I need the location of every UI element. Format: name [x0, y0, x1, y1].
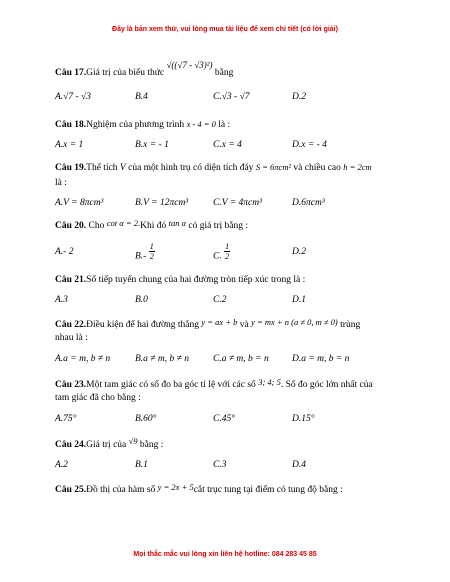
function-expression: y = 2x + 5 — [157, 482, 194, 492]
option-a: A.V = 8πcm³ — [55, 198, 104, 208]
option-d: D.15° — [292, 414, 315, 424]
option-a: A.√7 - √3 — [55, 92, 92, 102]
answer-options-20 — [55, 244, 395, 268]
question-24: Câu 24.Giá trị của √9 bằng : — [55, 436, 164, 450]
question-25: Câu 25.Đồ thị của hàm số y = 2x + 5cắt trục tung tại điểm có tung độ bằng : — [55, 482, 343, 495]
question-label: Câu 18. — [55, 120, 87, 130]
option-d: D.a = m, b = n — [292, 354, 350, 364]
option-c: C.√3 - √7 — [213, 92, 250, 102]
answer-options-18 — [55, 140, 395, 154]
fraction: $\frac{1}{2}$ — [149, 242, 154, 261]
option-d: D.2 — [292, 247, 306, 257]
option-d: D.6πcm³ — [292, 198, 325, 208]
question-21: Câu 21.Số tiếp tuyến chung của hai đường tròn tiếp xúc trong là : — [55, 275, 306, 285]
question-22-line2: nhau là : — [55, 333, 88, 343]
answer-options-23 — [55, 414, 395, 428]
question-label: Câu 25. — [55, 485, 87, 495]
question-label: Câu 24. — [55, 440, 87, 450]
question-19-line2: là : — [55, 178, 67, 188]
option-b: B.0 — [135, 295, 148, 305]
option-d: D.2 — [292, 92, 306, 102]
option-a: A.75° — [55, 414, 77, 424]
base-area-expression: S = 6πcm² — [255, 162, 292, 172]
question-18: Câu 18.Nghiệm của phương trình x - 4 = 0 là : — [55, 119, 231, 130]
footer-notice: Mọi thắc mắc vui lòng xin liên hệ hotline: 084 283 45 85 — [133, 551, 317, 558]
question-19: Câu 19.Thể tích V của một hình trụ có diện tích đáy S = 6πcm² và chiều cao h = 2cm — [55, 162, 372, 173]
option-b: B.a ≠ m, b ≠ n — [135, 354, 189, 364]
question-expression: cot α = 2. — [106, 218, 141, 228]
question-20: Câu 20. Cho cot α = 2.Khi đó tan α có giá trị bằng : — [55, 218, 249, 231]
question-23-line2: tam giác đã cho bằng : — [55, 393, 141, 403]
option-c: C.45° — [213, 414, 236, 424]
option-d: D.x = - 4 — [292, 140, 327, 150]
option-a: A.a = m, b ≠ n — [55, 354, 111, 364]
option-a: A.- 2 — [55, 247, 74, 257]
tangent-expression: tan α — [168, 218, 187, 228]
question-17: Câu 17.Giá trị của biểu thức √((√7 - √3)²) bằng — [55, 60, 234, 78]
question-23: Câu 23.Một tam giác có số đo ba góc tỉ lệ với các số 3; 4; 5. Số đo góc lớn nhất của — [55, 377, 373, 390]
sqrt-expression: √9 — [128, 436, 138, 446]
question-expression: √((√7 - √3)²) — [166, 60, 213, 70]
option-b: B.- $\frac{1}{2}$ — [135, 242, 154, 262]
ratio-expression: 3; 4; 5 — [258, 377, 281, 387]
option-a: A.3 — [55, 295, 68, 305]
answer-options-21 — [55, 295, 395, 309]
height-expression: h = 2cm — [343, 162, 372, 172]
option-b: B.4 — [135, 92, 148, 102]
option-b: B.1 — [135, 460, 148, 470]
fraction: $\frac{1}{2}$ — [225, 242, 230, 261]
option-b: B.V = 12πcm³ — [135, 198, 189, 208]
answer-options-19 — [55, 198, 395, 212]
question-22: Câu 22.Điều kiện để hai đường thẳng y = ax + b và y = mx + n (a ≠ 0, m ≠ 0) trùng — [55, 317, 361, 330]
option-c: C. $\frac{1}{2}$ — [213, 242, 230, 262]
option-d: D.1 — [292, 295, 306, 305]
option-c: C.x = 4 — [213, 140, 242, 150]
header-notice: Đây là bản xem thử, vui lòng mua tài liệu để xem chi tiết (có lời giải) — [112, 26, 338, 33]
option-a: A.x = 1 — [55, 140, 84, 150]
option-d: D.4 — [292, 460, 306, 470]
answer-options-17 — [55, 92, 395, 106]
option-a: A.2 — [55, 460, 68, 470]
option-c: C.V = 4πcm³ — [213, 198, 262, 208]
option-b: B.60° — [135, 414, 157, 424]
question-label: Câu 20. — [55, 221, 87, 231]
option-c: C.2 — [213, 295, 227, 305]
option-c: C.3 — [213, 460, 227, 470]
question-label: Câu 19. — [55, 163, 87, 173]
question-label: Câu 17. — [55, 68, 87, 78]
answer-options-22 — [55, 354, 395, 368]
question-label: Câu 23. — [55, 380, 87, 390]
question-label: Câu 21. — [55, 275, 87, 285]
option-c: C.a ≠ m, b = n — [213, 354, 269, 364]
volume-symbol: V — [119, 163, 126, 173]
question-label: Câu 22. — [55, 320, 87, 330]
option-b: B.x = - 1 — [135, 140, 169, 150]
line-1-expression: y = ax + b — [201, 317, 238, 327]
answer-options-24 — [55, 460, 395, 474]
question-expression: x - 4 = 0 — [186, 119, 216, 129]
line-2-expression: y = mx + n (a ≠ 0, m ≠ 0) — [251, 317, 338, 327]
